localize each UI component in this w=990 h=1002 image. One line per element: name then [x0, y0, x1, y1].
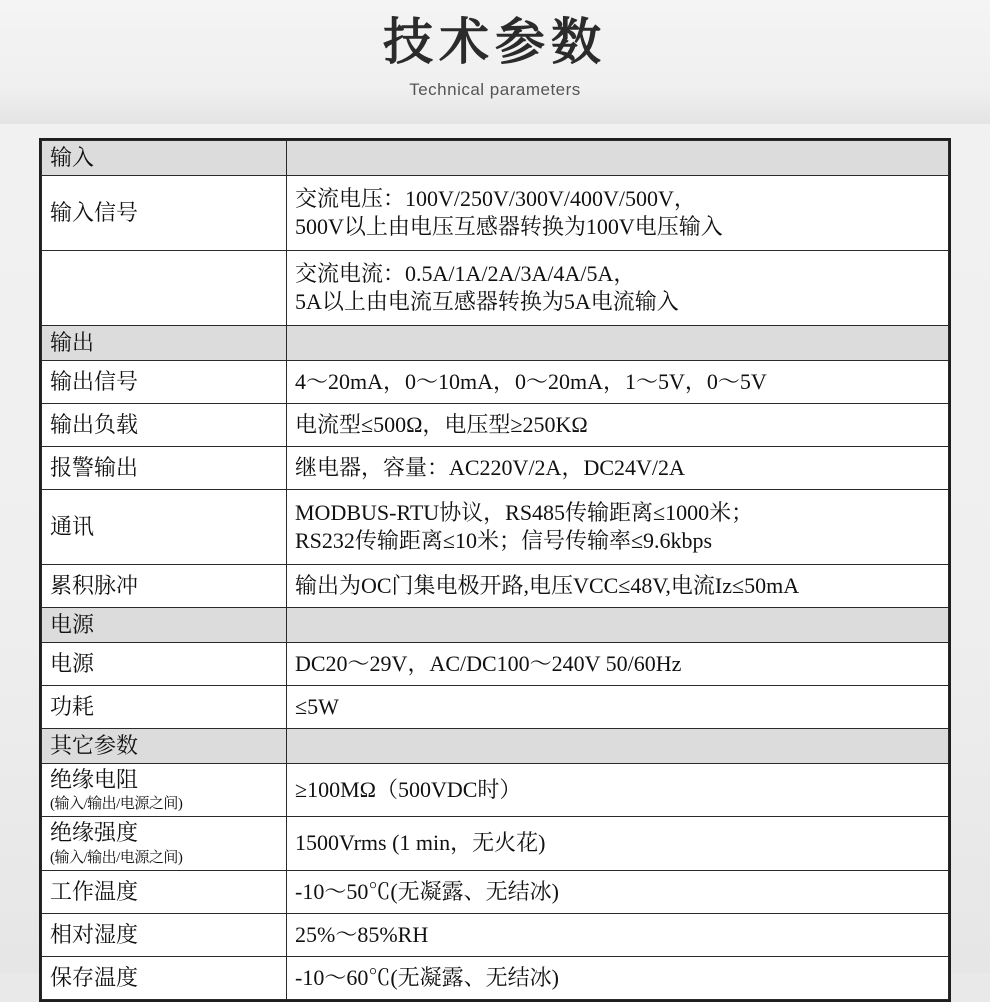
table-row [42, 490, 949, 565]
spec-label-cell [42, 141, 287, 176]
spec-label-cell [42, 608, 287, 643]
spec-value-cell [287, 251, 949, 326]
spec-value-cell [287, 870, 949, 913]
spec-value-cell [287, 764, 949, 817]
spec-table [41, 140, 949, 1000]
spec-value-cell [287, 490, 949, 565]
spec-label-cell [42, 956, 287, 999]
spec-label-cell [42, 643, 287, 686]
spec-label-text: 功耗 [50, 693, 95, 719]
spec-label-cell [42, 490, 287, 565]
table-row [42, 817, 949, 870]
table-row [42, 176, 949, 251]
spec-value-line: 继电器，容量：AC220V/2A，DC24V/2A [295, 454, 685, 480]
spec-label-cell [42, 913, 287, 956]
spec-label-cell [42, 326, 287, 361]
spec-label-text: 输出 [50, 329, 95, 355]
spec-label-note: (输入/输出/电源之间) [50, 796, 183, 813]
spec-label-note: (输入/输出/电源之间) [50, 849, 183, 866]
table-row [42, 447, 949, 490]
spec-label-text: 电源 [50, 650, 95, 676]
spec-label-cell [42, 565, 287, 608]
spec-value-cell [287, 176, 949, 251]
table-row [42, 729, 949, 764]
spec-label-text: 累积脉冲 [50, 572, 139, 598]
spec-value-line: DC20～29V，AC/DC100～240V 50/60Hz [295, 650, 682, 676]
table-row [42, 870, 949, 913]
spec-label-cell [42, 447, 287, 490]
table-row [42, 141, 949, 176]
spec-value-line: 电流型≤500Ω，电压型≥250KΩ [295, 411, 588, 437]
spec-label-cell [42, 686, 287, 729]
spec-label-text: 通讯 [50, 513, 95, 539]
spec-value-cell [287, 956, 949, 999]
spec-label-text: 电源 [50, 611, 95, 637]
spec-value-line: ≥100MΩ（500VDC时） [295, 777, 522, 803]
spec-label-cell [42, 176, 287, 251]
spec-value-line: -10～60℃(无凝露、无结冰) [295, 964, 559, 990]
spec-value-line: 4～20mA，0～10mA，0～20mA，1～5V，0～5V [295, 368, 767, 394]
page-subtitle: Technical parameters [409, 79, 581, 99]
table-row [42, 326, 949, 361]
spec-label-cell [42, 251, 287, 326]
spec-value-cell [287, 141, 949, 176]
spec-value-cell [287, 565, 949, 608]
spec-table-container [39, 138, 951, 1002]
page-title: 技术参数 [383, 14, 607, 70]
spec-value-cell [287, 326, 949, 361]
spec-label-cell [42, 361, 287, 404]
table-row [42, 956, 949, 999]
spec-value-line: 25%～85%RH [295, 921, 429, 947]
spec-value-line: -10～50℃(无凝露、无结冰) [295, 878, 559, 904]
table-row [42, 764, 949, 817]
table-row [42, 913, 949, 956]
spec-label-text: 相对湿度 [50, 921, 139, 947]
spec-label-text: 工作温度 [50, 878, 139, 904]
spec-label-cell [42, 870, 287, 913]
spec-label-text: 输出负载 [50, 411, 139, 437]
spec-label-text: 其它参数 [50, 732, 139, 758]
spec-value-cell [287, 817, 949, 870]
spec-label-text: 输入信号 [50, 199, 139, 225]
spec-label-text: 输出信号 [50, 368, 139, 394]
spec-label-cell [42, 817, 287, 870]
spec-value-cell [287, 608, 949, 643]
spec-value-cell [287, 913, 949, 956]
spec-label-text: 绝缘电阻 [50, 767, 139, 792]
spec-label-cell [42, 404, 287, 447]
spec-value-line: 输出为OC门集电极开路,电压VCC≤48V,电流Iz≤50mA [295, 572, 800, 598]
spec-label-text: 输入 [50, 144, 95, 170]
spec-value-line: 交流电流：0.5A/1A/2A/3A/4A/5A， [295, 260, 636, 286]
table-row [42, 565, 949, 608]
spec-value-cell [287, 729, 949, 764]
spec-value-line: 1500Vrms (1 min，无火花) [295, 830, 546, 856]
table-row [42, 404, 949, 447]
spec-value-line: 交流电压：100V/250V/300V/400V/500V， [295, 185, 696, 211]
table-row [42, 686, 949, 729]
table-row [42, 608, 949, 643]
spec-label-cell [42, 729, 287, 764]
spec-value-cell [287, 404, 949, 447]
spec-label-text: 绝缘强度 [50, 820, 139, 846]
spec-value-line: 5A以上由电流互感器转换为5A电流输入 [295, 289, 679, 314]
table-row [42, 361, 949, 404]
page-header [0, 0, 990, 124]
table-row [42, 251, 949, 326]
spec-value-line: RS232传输距离≤10米；信号传输率≤9.6kbps [295, 528, 713, 553]
spec-value-line: MODBUS-RTU协议，RS485传输距离≤1000米； [295, 499, 754, 525]
spec-value-line: ≤5W [295, 693, 339, 719]
spec-label-text: 保存温度 [50, 964, 139, 990]
spec-value-cell [287, 643, 949, 686]
table-row [42, 643, 949, 686]
spec-label-cell [42, 764, 287, 817]
spec-value-cell [287, 447, 949, 490]
spec-value-line: 500V以上由电压互感器转换为100V电压输入 [295, 214, 723, 239]
spec-value-cell [287, 686, 949, 729]
spec-label-text: 报警输出 [50, 454, 139, 480]
spec-value-cell [287, 361, 949, 404]
